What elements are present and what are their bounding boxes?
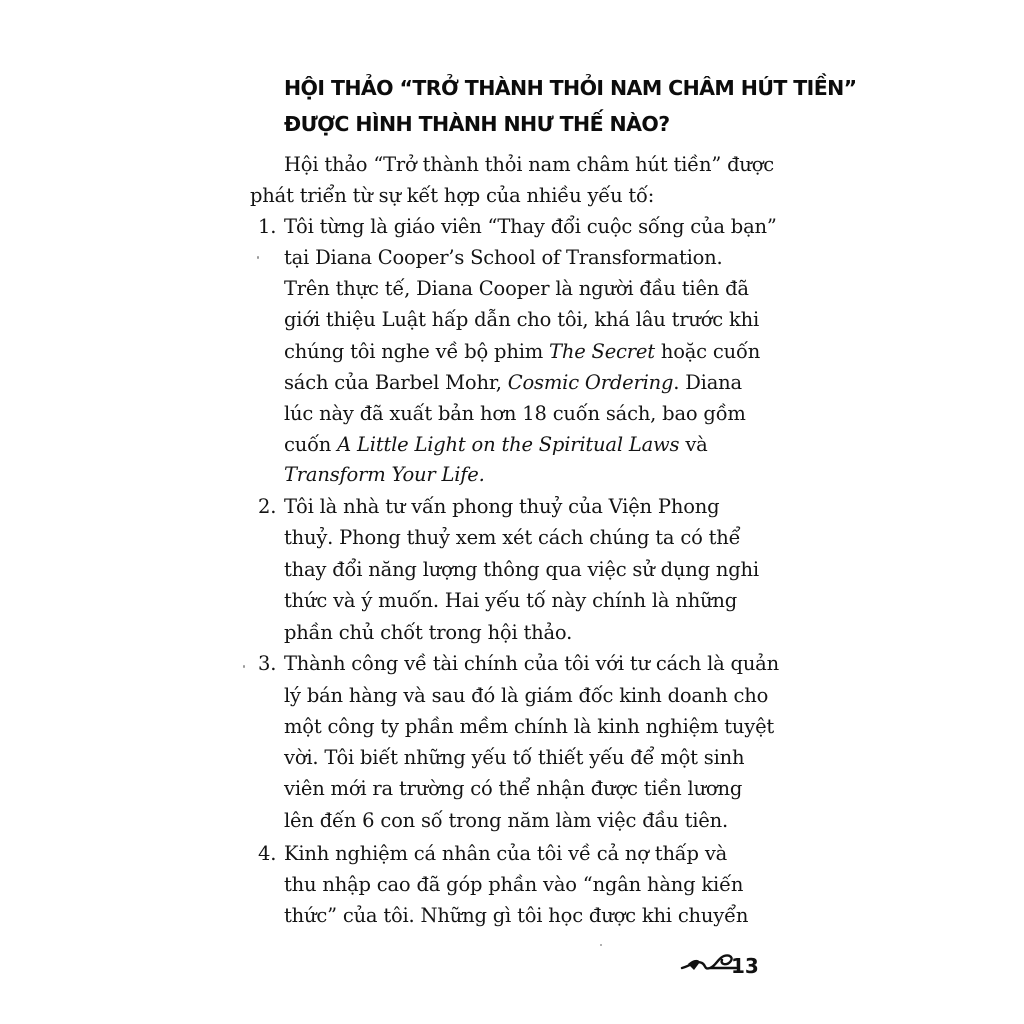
- list-item-line: thu nhập cao đã góp phần vào “ngân hàng kiến: [284, 873, 744, 896]
- scan-speck: [257, 256, 259, 259]
- section-heading-line-2: ĐƯỢC HÌNH THÀNH NHƯ THẾ NÀO?: [284, 112, 670, 136]
- list-item-line: sách của Barbel Mohr, Cosmic Ordering. Diana: [284, 371, 742, 394]
- intro-line-1: Hội thảo “Trở thành thỏi nam châm hút tiền” được: [284, 153, 775, 176]
- section-heading-line-1: HỘI THẢO “TRỞ THÀNH THỎI NAM CHÂM HÚT TIỀN”: [284, 76, 857, 100]
- list-item-line: giới thiệu Luật hấp dẫn cho tôi, khá lâu trước khi: [284, 308, 760, 331]
- list-item-line: chúng tôi nghe về bộ phim The Secret hoặc cuốn: [284, 340, 761, 363]
- book-title: Cosmic Ordering: [507, 371, 674, 394]
- list-item-line: lên đến 6 con số trong năm làm việc đầu tiên.: [284, 809, 728, 832]
- intro-line-2: phát triển từ sự kết hợp của nhiều yếu tố:: [250, 184, 655, 207]
- scan-speck: [600, 944, 602, 946]
- list-item-line: Trên thực tế, Diana Cooper là người đầu tiên đã: [284, 277, 749, 300]
- list-item-line: Kinh nghiệm cá nhân của tôi về cả nợ thấp và: [284, 842, 728, 865]
- list-item-line: Thành công về tài chính của tôi với tư cách là quản: [284, 652, 779, 675]
- book-title-line: Transform Your Life.: [284, 463, 485, 486]
- list-item-line: thay đổi năng lượng thông qua việc sử dụng nghi: [284, 558, 759, 581]
- list-item-number: 4.: [258, 842, 277, 865]
- list-item-line: Tôi từng là giáo viên “Thay đổi cuộc sống của bạn”: [284, 215, 777, 238]
- list-item-line: thức” của tôi. Những gì tôi học được khi chuyển: [284, 904, 749, 927]
- list-item-number: 1.: [258, 215, 277, 238]
- list-item-line: vời. Tôi biết những yếu tố thiết yếu để một sinh: [284, 746, 745, 769]
- list-item-number: 3.: [258, 652, 277, 675]
- list-item-line: tại Diana Cooper’s School of Transformation.: [284, 246, 723, 269]
- list-item-line: lý bán hàng và sau đó là giám đốc kinh doanh cho: [284, 684, 769, 707]
- list-item-number: 2.: [258, 495, 277, 518]
- list-item-line: viên mới ra trường có thể nhận được tiền lương: [284, 777, 743, 800]
- list-item-line: lúc này đã xuất bản hơn 18 cuốn sách, bao gồm: [284, 402, 746, 425]
- list-item-line: cuốn A Little Light on the Spiritual Laws và: [284, 433, 708, 456]
- list-item-line: phần chủ chốt trong hội thảo.: [284, 621, 573, 644]
- hand-drawn-flourish-icon: [680, 948, 738, 978]
- book-title: A Little Light on the Spiritual Laws: [337, 433, 680, 456]
- list-item-line: Tôi là nhà tư vấn phong thuỷ của Viện Phong: [284, 495, 720, 518]
- list-item-line: thuỷ. Phong thuỷ xem xét cách chúng ta có thể: [284, 526, 741, 549]
- list-item-line: thức và ý muốn. Hai yếu tố này chính là những: [284, 589, 738, 612]
- film-title: The Secret: [549, 340, 655, 363]
- list-item-line: một công ty phần mềm chính là kinh nghiệm tuyệt: [284, 715, 775, 738]
- scan-speck: [243, 665, 245, 668]
- page-number: 13: [731, 954, 759, 978]
